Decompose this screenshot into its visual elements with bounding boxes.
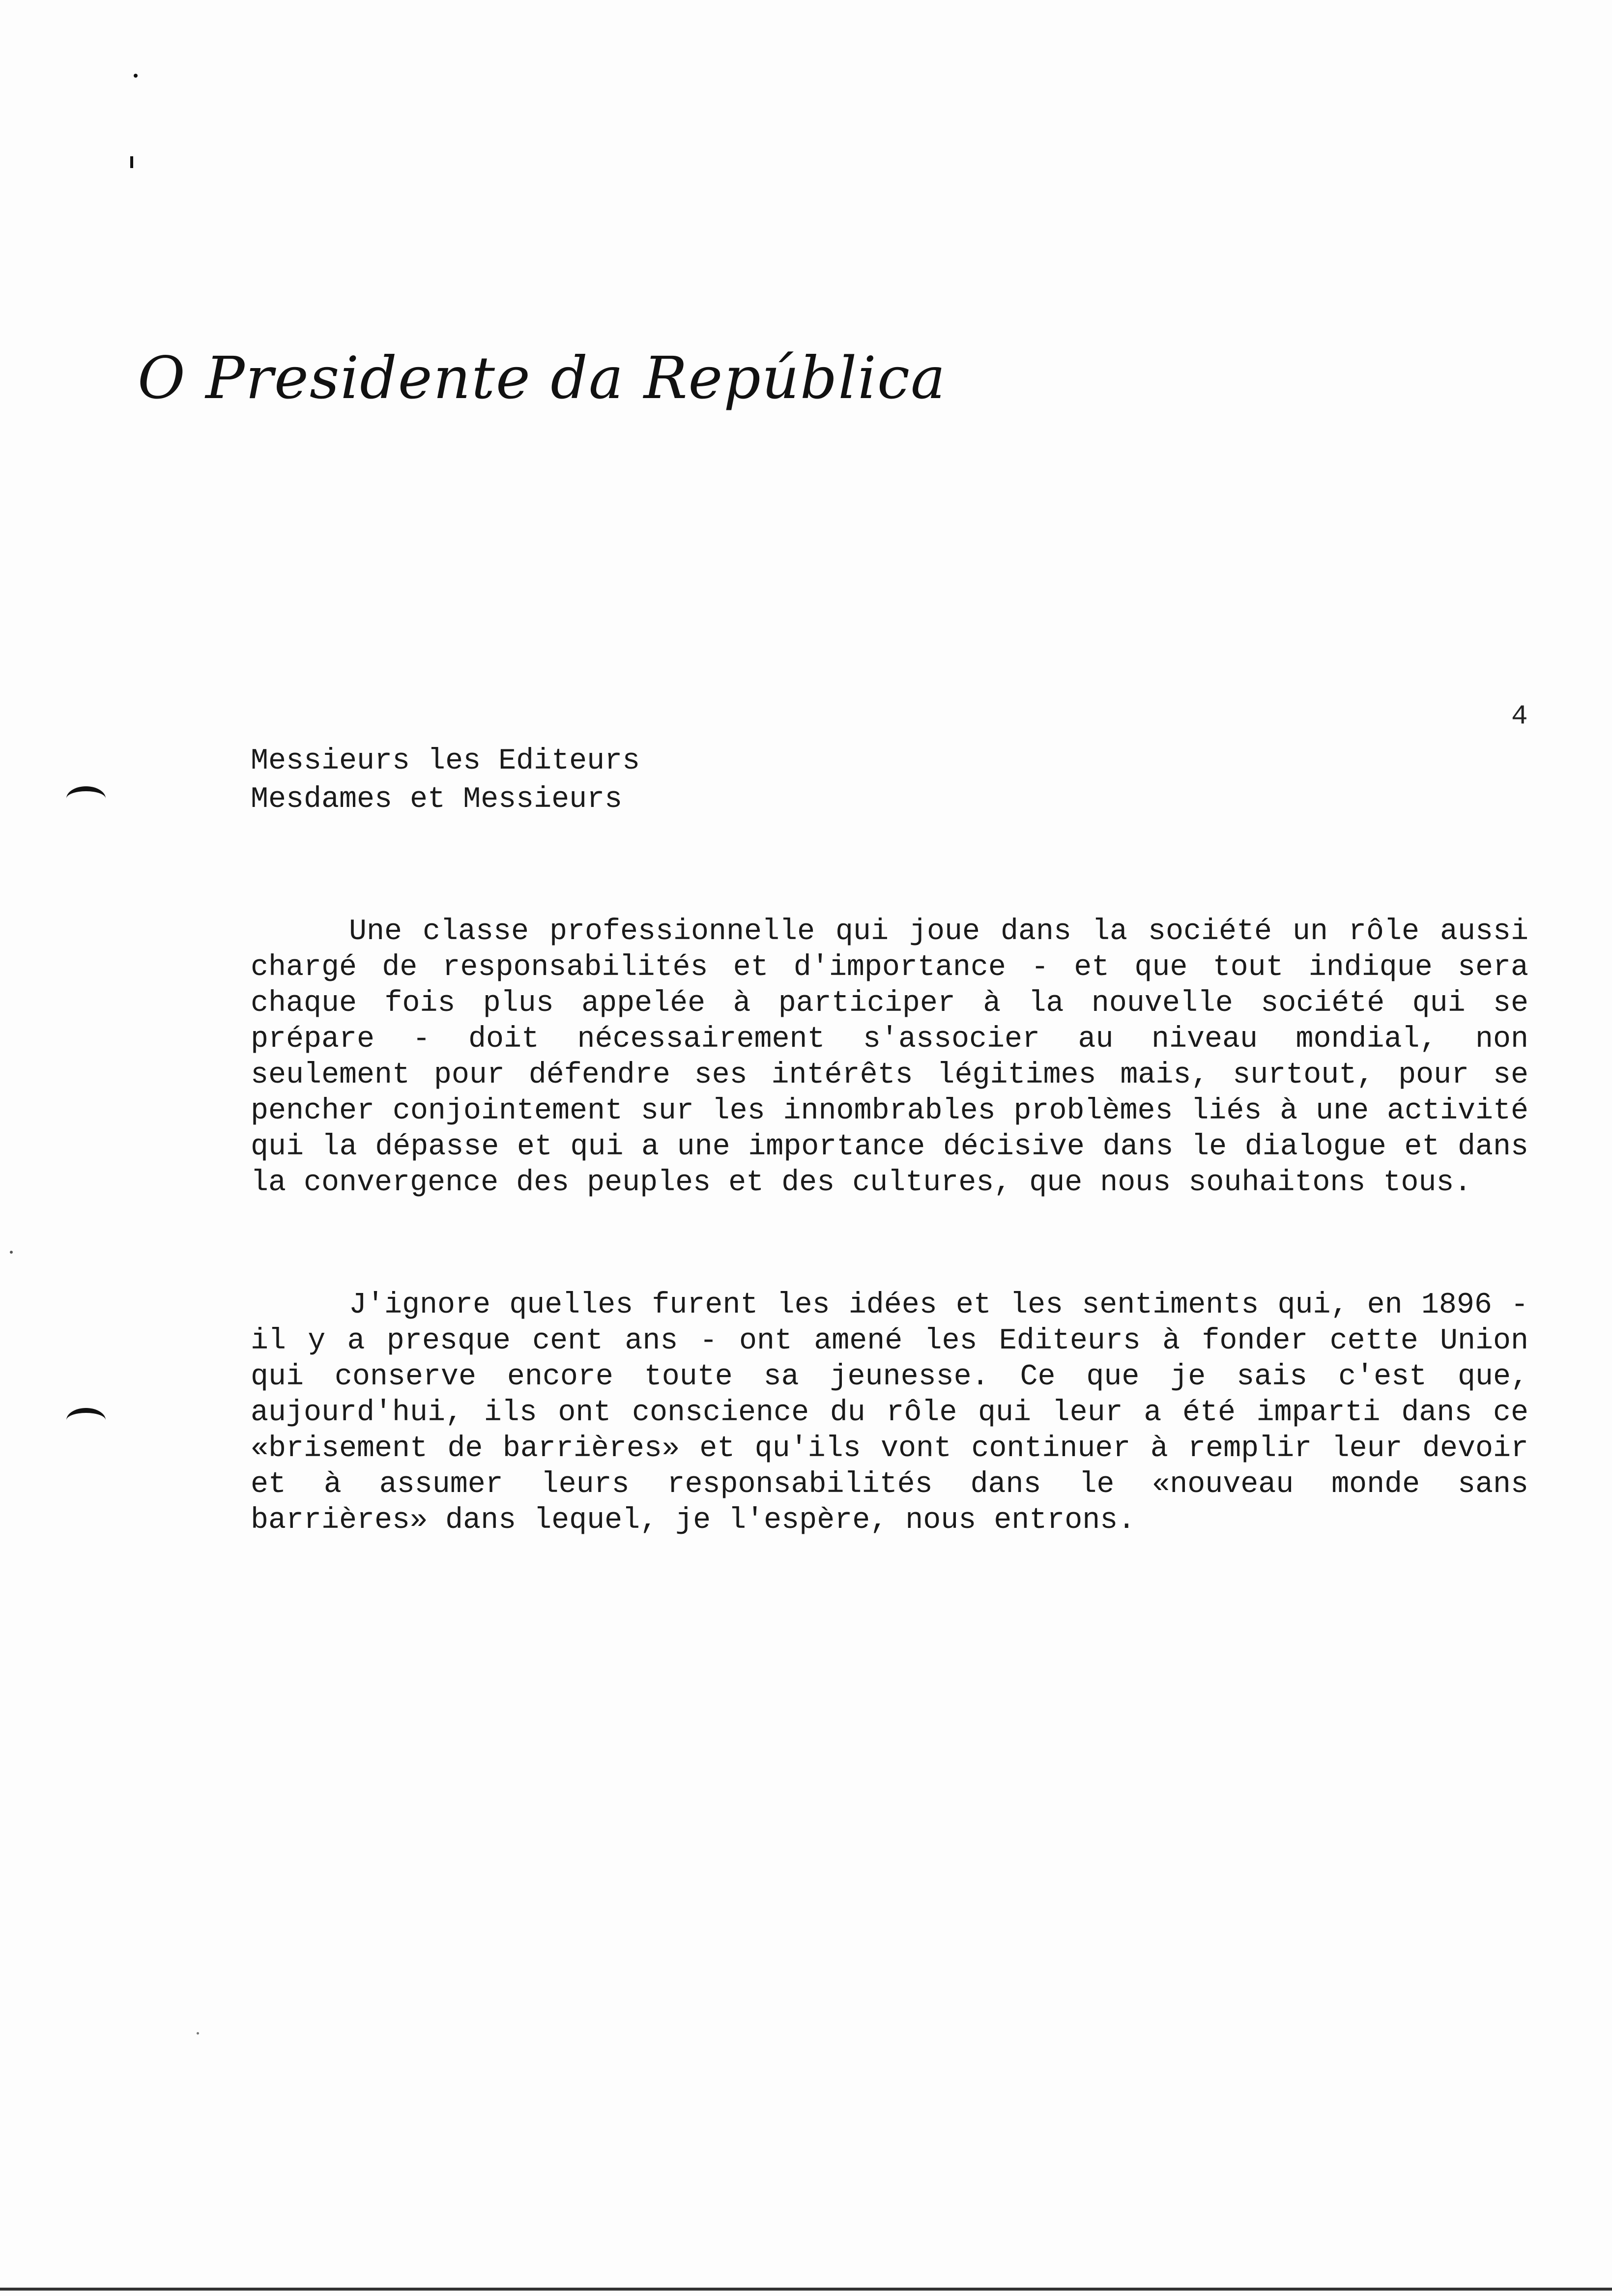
binder-hole-mark bbox=[66, 786, 106, 811]
scan-speck bbox=[130, 156, 133, 168]
scan-speck bbox=[10, 1251, 13, 1254]
body-paragraph: Une classe professionnelle qui joue dans la société un rôle aussi chargé de responsabilités et d'importance - et que tout indique sera chaque fois plus appelée à participer à la nouvelle société qui se prépare - doit nécessairement s'associer au niveau mondial, non seulement pour défendre ses intérêts légitimes mais, surtout, pour se pencher conjointement sur les innombrables problèmes liés à une activité qui la dépasse et qui a une importance décisive dans le dialogue et dans la convergence des peuples et des cultures, que nous souhaitons tous. bbox=[251, 915, 1528, 1200]
salutation-line: Messieurs les Editeurs bbox=[251, 745, 640, 778]
page-number: 4 bbox=[1511, 700, 1528, 732]
binder-hole-mark bbox=[66, 1408, 106, 1433]
scan-speck bbox=[197, 2032, 199, 2035]
letterhead-title: O Presidente da República bbox=[138, 344, 947, 412]
salutation bbox=[251, 742, 640, 819]
salutation-line: Mesdames et Messieurs bbox=[251, 783, 623, 816]
scan-speck bbox=[134, 74, 138, 78]
body-paragraph: J'ignore quelles furent les idées et les sentiments qui, en 1896 - il y a presque cent ans - ont amené les Editeurs à fonder cette Union qui conserve encore toute sa jeunesse. Ce que je sais c'est que, aujourd'hui, ils ont conscience du rôle qui leur a été imparti dans ce «brisement de barrières» et qu'ils vont continuer à remplir leur devoir et à assumer leurs responsabilités dans le «nouveau monde sans barrières» dans lequel, je l'espère, nous entrons. bbox=[251, 1289, 1528, 1537]
scan-bottom-edge bbox=[0, 2288, 1612, 2291]
